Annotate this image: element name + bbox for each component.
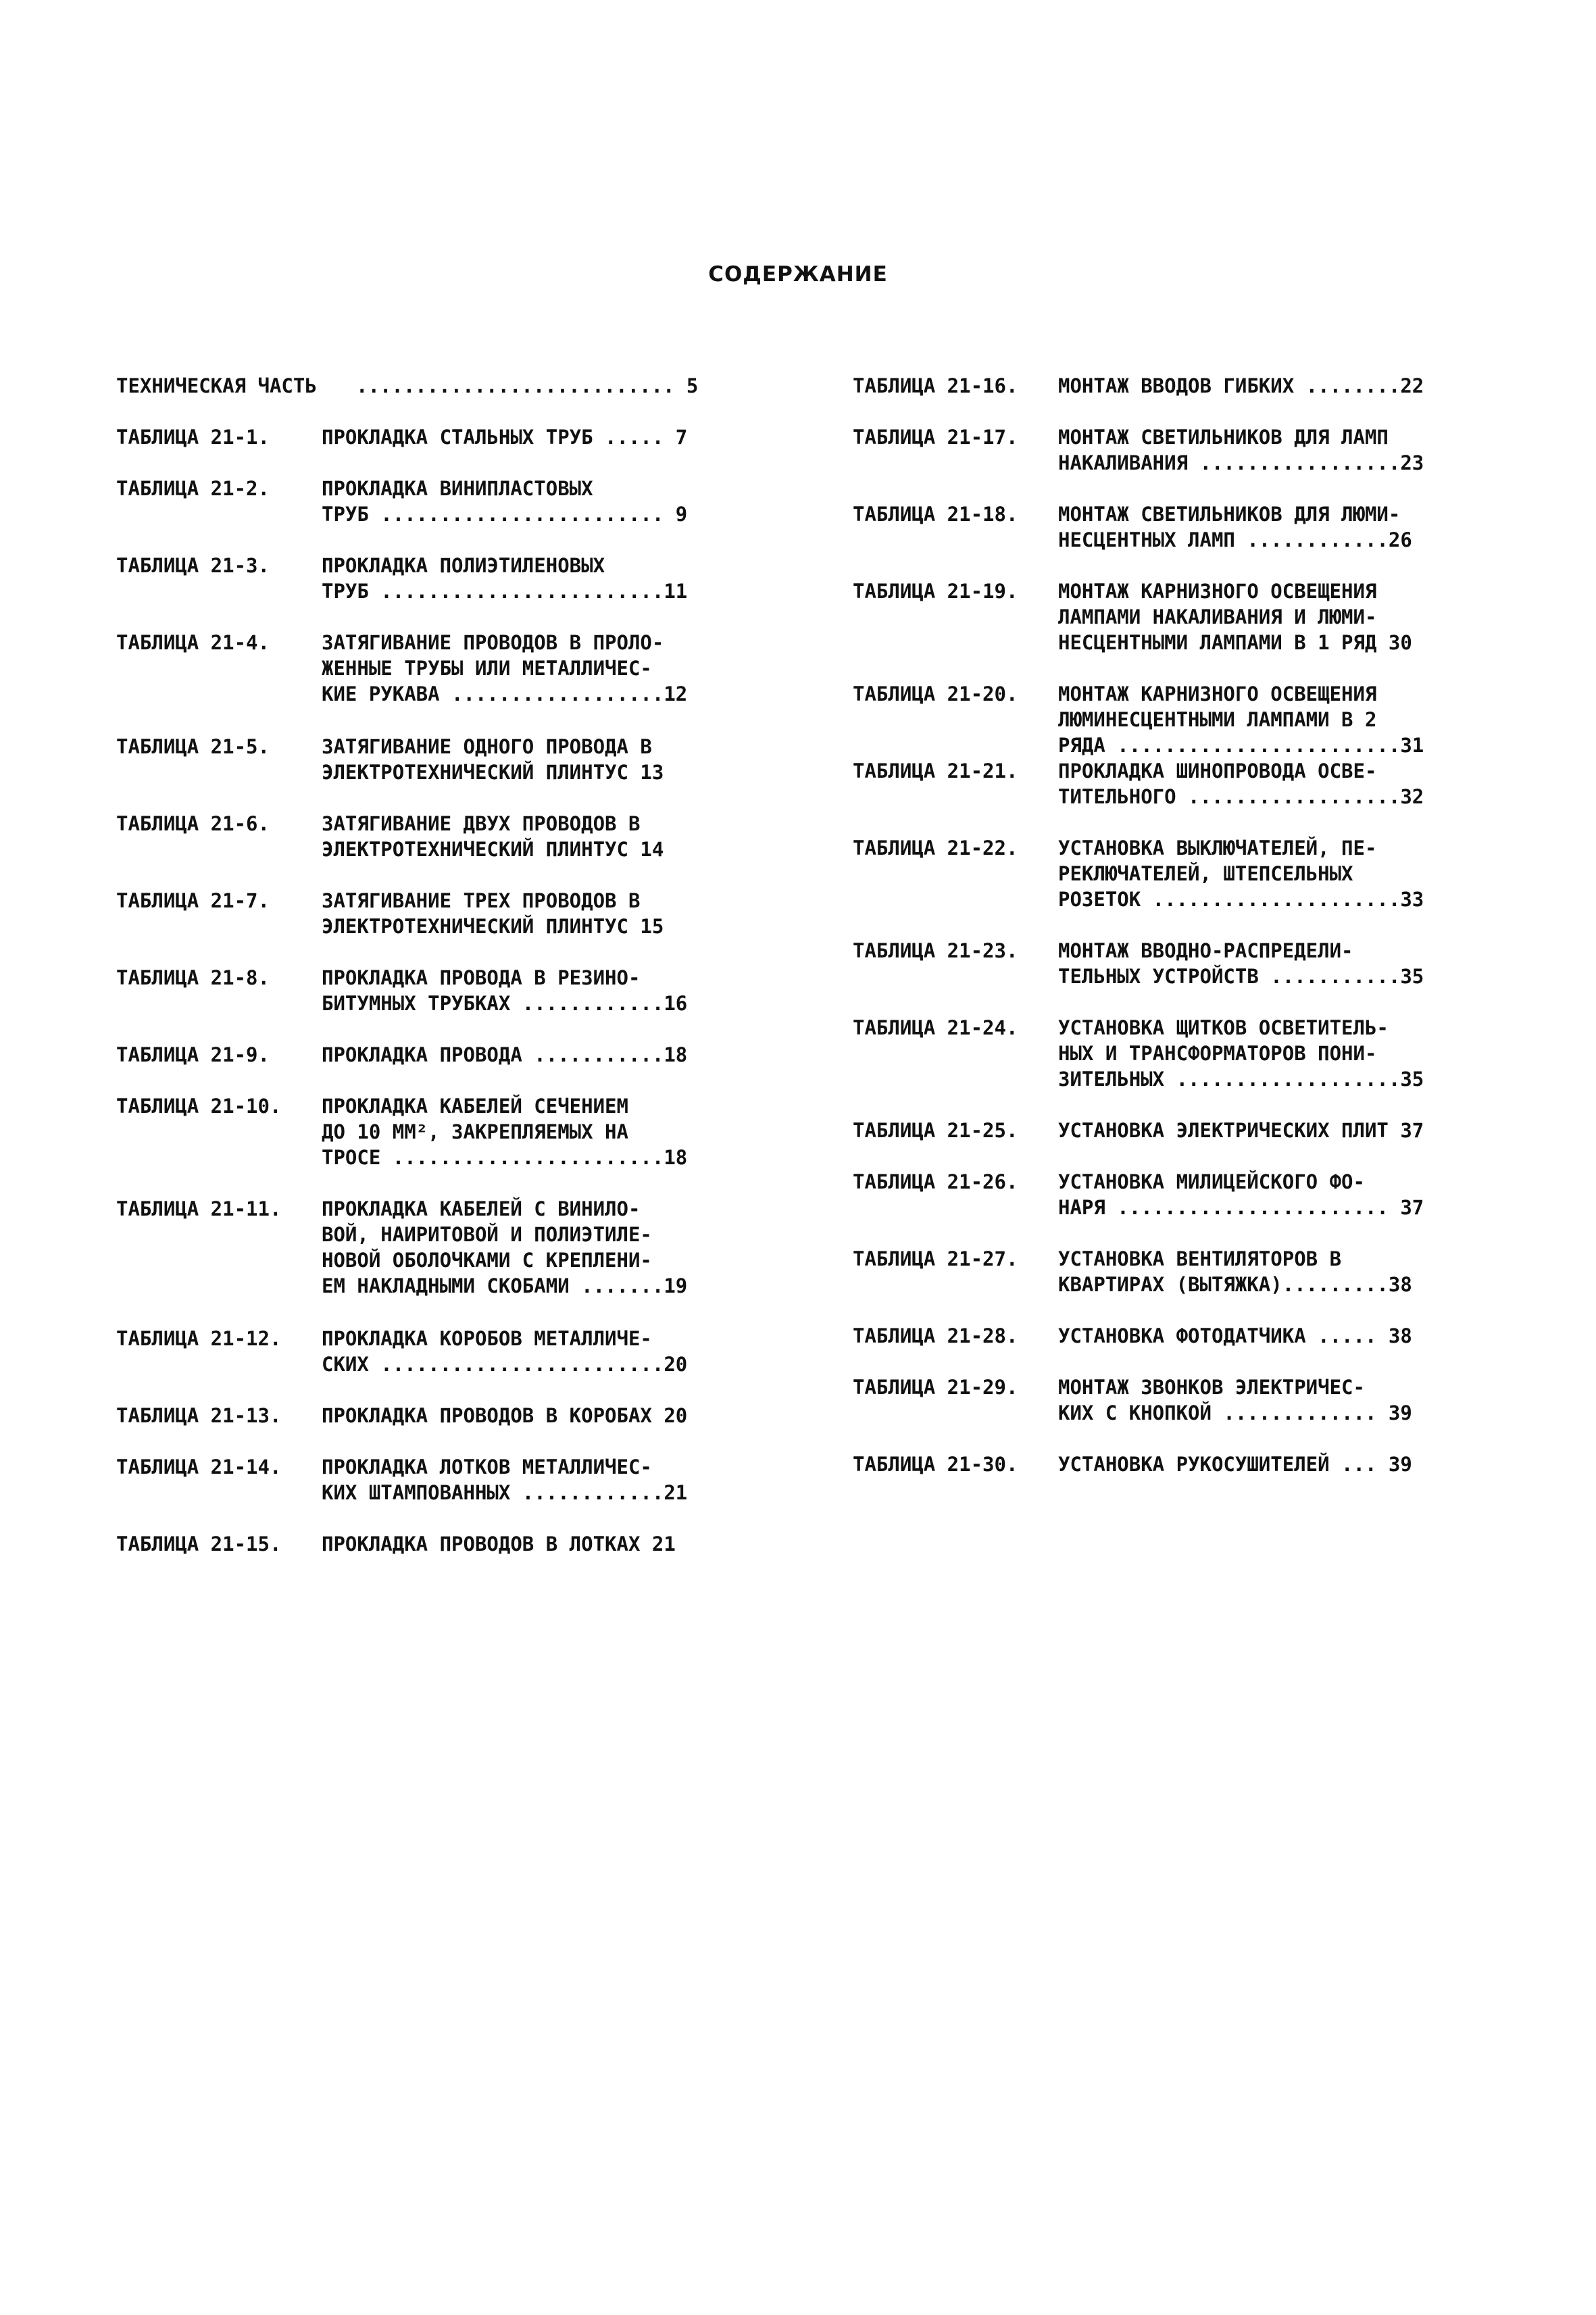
toc-entry-line: КИХ С КНОПКОЙ ............. 39 [1058, 1401, 1412, 1424]
toc-entry-label: ТАБЛИЦА 21-4. [116, 631, 270, 654]
toc-entry-text [1058, 1118, 1424, 1143]
toc-entry-label: ТАБЛИЦА 21-14. [116, 1455, 282, 1478]
toc-entry-line: РОЗЕТОК .....................33 [1058, 888, 1424, 911]
toc-entry-line: РЯДА ........................31 [1058, 734, 1424, 757]
toc-entry-text [322, 734, 664, 785]
toc-entry-text [322, 965, 687, 1016]
toc-entry-line: УСТАНОВКА ВЫКЛЮЧАТЕЛЕЙ, ПЕ- [1058, 837, 1377, 860]
toc-entry-line: ........................... 5 [356, 374, 699, 397]
toc-entry-text [322, 1454, 687, 1505]
toc-entry-text [1058, 758, 1424, 810]
toc-entry-line: УСТАНОВКА МИЛИЦЕЙСКОГО ФО- [1058, 1170, 1365, 1193]
toc-entry-line: МОНТАЖ СВЕТИЛЬНИКОВ ДЛЯ ЛАМП [1058, 426, 1389, 449]
toc-entry-text [322, 888, 664, 939]
toc-entry-label: ТАБЛИЦА 21-9. [116, 1043, 270, 1066]
toc-entry-label: ТАБЛИЦА 21-20. [853, 682, 1018, 705]
toc-entry-label: ТАБЛИЦА 21-12. [116, 1327, 282, 1350]
toc-entry-line: ПРОКЛАДКА КОРОБОВ МЕТАЛЛИЧЕ- [322, 1327, 652, 1350]
toc-entry-line: НАКАЛИВАНИЯ .................23 [1058, 451, 1424, 474]
toc-entry-line: ПРОКЛАДКА ВИНИПЛАСТОВЫХ [322, 477, 593, 500]
toc-entry-label: ТАБЛИЦА 21-22. [853, 837, 1018, 860]
toc-entry-line: НЫХ И ТРАНСФОРМАТОРОВ ПОНИ- [1058, 1042, 1377, 1065]
toc-entry-label: ТАБЛИЦА 21-2. [116, 477, 270, 500]
toc-entry-line: УСТАНОВКА ЭЛЕКТРИЧЕСКИХ ПЛИТ 37 [1058, 1119, 1424, 1142]
toc-entry-line: КИЕ РУКАВА ..................12 [322, 682, 688, 705]
toc-entry-line: МОНТАЖ КАРНИЗНОГО ОСВЕЩЕНИЯ [1058, 682, 1377, 705]
toc-entry-label: ТАБЛИЦА 21-18. [853, 503, 1018, 526]
toc-entry-line: ЛЮМИНЕСЦЕНТНЫМИ ЛАМПАМИ В 2 [1058, 708, 1377, 731]
toc-entry-text [1058, 1451, 1412, 1477]
toc-entry-line: ПРОКЛАДКА ПОЛИЭТИЛЕНОВЫХ [322, 554, 605, 577]
toc-entry-label: ТАБЛИЦА 21-3. [116, 554, 270, 577]
toc-entry-line: ПРОКЛАДКА СТАЛЬНЫХ ТРУБ ..... 7 [322, 426, 688, 449]
toc-entry-line: РЕКЛЮЧАТЕЛЕЙ, ШТЕПСЕЛЬНЫХ [1058, 862, 1353, 885]
toc-entry-line: ПРОКЛАДКА ПРОВОДА ...........18 [322, 1043, 688, 1066]
toc-entry-label: ТАБЛИЦА 21-23. [853, 939, 1018, 962]
toc-entry-text [1058, 681, 1424, 758]
toc-entry-label: ТАБЛИЦА 21-11. [116, 1197, 282, 1220]
toc-entry-text [322, 811, 664, 862]
toc-entry-line: ВОЙ, НАИРИТОВОЙ И ПОЛИЭТИЛЕ- [322, 1223, 652, 1246]
toc-entry-line: ТЕЛЬНЫХ УСТРОЙСТВ ...........35 [1058, 965, 1424, 988]
toc-entry-line: ЛАМПАМИ НАКАЛИВАНИЯ И ЛЮМИ- [1058, 605, 1377, 628]
toc-entry-text [322, 1093, 687, 1170]
toc-entry-text [1058, 938, 1424, 989]
toc-entry-line: НЕСЦЕНТНЫХ ЛАМП ............26 [1058, 528, 1412, 551]
toc-entry-label: ТАБЛИЦА 21-30. [853, 1453, 1018, 1476]
toc-entry-text [1058, 1323, 1412, 1349]
toc-entry-line: ПРОКЛАДКА ПРОВОДОВ В ЛОТКАХ 21 [322, 1533, 676, 1555]
toc-entry-label: ТАБЛИЦА 21-28. [853, 1324, 1018, 1347]
toc-entry-line: БИТУМНЫХ ТРУБКАХ ............16 [322, 992, 688, 1015]
toc-entry-line: МОНТАЖ ВВОДНО-РАСПРЕДЕЛИ- [1058, 939, 1353, 962]
toc-entry-text [322, 1196, 687, 1299]
toc-entry-line: МОНТАЖ ВВОДОВ ГИБКИХ ........22 [1058, 374, 1424, 397]
toc-entry-line: ТРУБ ........................ 9 [322, 503, 688, 526]
toc-entry-label: ТАБЛИЦА 21-21. [853, 760, 1018, 782]
toc-entry-line: НАРЯ ....................... 37 [1058, 1196, 1424, 1219]
toc-entry-line: ЗАТЯГИВАНИЕ ТРЕХ ПРОВОДОВ В [322, 889, 641, 912]
toc-entry-line: МОНТАЖ КАРНИЗНОГО ОСВЕЩЕНИЯ [1058, 580, 1377, 603]
toc-entry-label: ТАБЛИЦА 21-8. [116, 966, 270, 989]
toc-entry-text [1058, 1374, 1412, 1426]
toc-entry-line: МОНТАЖ СВЕТИЛЬНИКОВ ДЛЯ ЛЮМИ- [1058, 503, 1401, 526]
toc-entry-line: ЖЕННЫЕ ТРУБЫ ИЛИ МЕТАЛЛИЧЕС- [322, 657, 652, 680]
toc-entry-label: ТАБЛИЦА 21-7. [116, 889, 270, 912]
toc-entry-line: УСТАНОВКА РУКОСУШИТЕЛЕЙ ... 39 [1058, 1453, 1412, 1476]
toc-entry-line: ТРУБ ........................11 [322, 580, 688, 603]
toc-entry-text [1058, 578, 1412, 655]
toc-entry-line: ЭЛЕКТРОТЕХНИЧЕСКИЙ ПЛИНТУС 14 [322, 838, 664, 861]
toc-entry-label: ТЕХНИЧЕСКАЯ ЧАСТЬ [116, 374, 317, 397]
toc-entry-text [322, 476, 687, 527]
toc-entry-line: ПРОКЛАДКА ШИНОПРОВОДА ОСВЕ- [1058, 760, 1377, 782]
toc-entry-label: ТАБЛИЦА 21-10. [116, 1095, 282, 1118]
toc-entry-label: ТАБЛИЦА 21-16. [853, 374, 1018, 397]
toc-entry-line: ЗАТЯГИВАНИЕ ОДНОГО ПРОВОДА В [322, 735, 652, 758]
toc-entry-line: УСТАНОВКА ФОТОДАТЧИКА ..... 38 [1058, 1324, 1412, 1347]
toc-entry-line: ПРОКЛАДКА КАБЕЛЕЙ С ВИНИЛО- [322, 1197, 641, 1220]
toc-entry-text [1058, 424, 1424, 476]
toc-entry-label: ТАБЛИЦА 21-1. [116, 426, 270, 449]
toc-entry-line: ПРОКЛАДКА КАБЕЛЕЙ СЕЧЕНИЕМ [322, 1095, 628, 1118]
toc-entry-line: КИХ ШТАМПОВАННЫХ ............21 [322, 1481, 688, 1504]
toc-entry-line: НОВОЙ ОБОЛОЧКАМИ С КРЕПЛЕНИ- [322, 1249, 652, 1272]
toc-entry-label: ТАБЛИЦА 21-25. [853, 1119, 1018, 1142]
toc-entry-text [1058, 501, 1412, 553]
toc-entry-label: ТАБЛИЦА 21-19. [853, 580, 1018, 603]
toc-entry-label: ТАБЛИЦА 21-15. [116, 1533, 282, 1555]
toc-entry-line: ЗАТЯГИВАНИЕ ПРОВОДОВ В ПРОЛО- [322, 631, 664, 654]
toc-entry-text [1058, 1015, 1424, 1092]
toc-entry-line: ЗАТЯГИВАНИЕ ДВУХ ПРОВОДОВ В [322, 812, 641, 835]
toc-entry-line: СКИХ ........................20 [322, 1353, 688, 1376]
page-title: СОДЕРЖАНИЕ [708, 262, 888, 287]
toc-entry-line: ТРОСЕ .......................18 [322, 1146, 688, 1169]
toc-entry-label: ТАБЛИЦА 21-13. [116, 1404, 282, 1427]
toc-entry-line: УСТАНОВКА ЩИТКОВ ОСВЕТИТЕЛЬ- [1058, 1016, 1389, 1039]
toc-entry-text [356, 373, 698, 399]
toc-entry-line: ЕМ НАКЛАДНЫМИ СКОБАМИ .......19 [322, 1274, 688, 1297]
toc-entry-text [322, 1531, 676, 1557]
toc-entry-text [322, 630, 687, 707]
toc-entry-label: ТАБЛИЦА 21-17. [853, 426, 1018, 449]
toc-entry-label: ТАБЛИЦА 21-26. [853, 1170, 1018, 1193]
toc-entry-label: ТАБЛИЦА 21-27. [853, 1247, 1018, 1270]
toc-entry-line: ПРОКЛАДКА ПРОВОДОВ В КОРОБАХ 20 [322, 1404, 688, 1427]
toc-entry-text [322, 1403, 687, 1428]
toc-entry-text [322, 553, 687, 604]
toc-entry-label: ТАБЛИЦА 21-24. [853, 1016, 1018, 1039]
toc-entry-line: ТИТЕЛЬНОГО ..................32 [1058, 785, 1424, 808]
toc-entry-label: ТАБЛИЦА 21-29. [853, 1376, 1018, 1399]
toc-entry-line: ЭЛЕКТРОТЕХНИЧЕСКИЙ ПЛИНТУС 15 [322, 915, 664, 938]
toc-entry-line: УСТАНОВКА ВЕНТИЛЯТОРОВ В [1058, 1247, 1342, 1270]
toc-entry-label: ТАБЛИЦА 21-6. [116, 812, 270, 835]
toc-entry-text [1058, 1246, 1412, 1297]
toc-entry-text [322, 424, 687, 450]
toc-entry-line: ДО 10 ММ², ЗАКРЕПЛЯЕМЫХ НА [322, 1120, 628, 1143]
toc-entry-text [1058, 1169, 1424, 1220]
toc-entry-line: ПРОКЛАДКА ЛОТКОВ МЕТАЛЛИЧЕС- [322, 1455, 652, 1478]
toc-entry-line: ЗИТЕЛЬНЫХ ...................35 [1058, 1068, 1424, 1091]
toc-entry-line: ЭЛЕКТРОТЕХНИЧЕСКИЙ ПЛИНТУС 13 [322, 761, 664, 784]
toc-entry-line: НЕСЦЕНТНЫМИ ЛАМПАМИ В 1 РЯД 30 [1058, 631, 1412, 654]
toc-entry-text [322, 1326, 687, 1377]
toc-entry-text [1058, 373, 1424, 399]
toc-entry-text [322, 1042, 687, 1068]
toc-entry-line: МОНТАЖ ЗВОНКОВ ЭЛЕКТРИЧЕС- [1058, 1376, 1365, 1399]
toc-entry-line: ПРОКЛАДКА ПРОВОДА В РЕЗИНО- [322, 966, 641, 989]
toc-entry-line: КВАРТИРАХ (ВЫТЯЖКА).........38 [1058, 1273, 1412, 1296]
toc-entry-label: ТАБЛИЦА 21-5. [116, 735, 270, 758]
toc-entry-text [1058, 835, 1424, 912]
